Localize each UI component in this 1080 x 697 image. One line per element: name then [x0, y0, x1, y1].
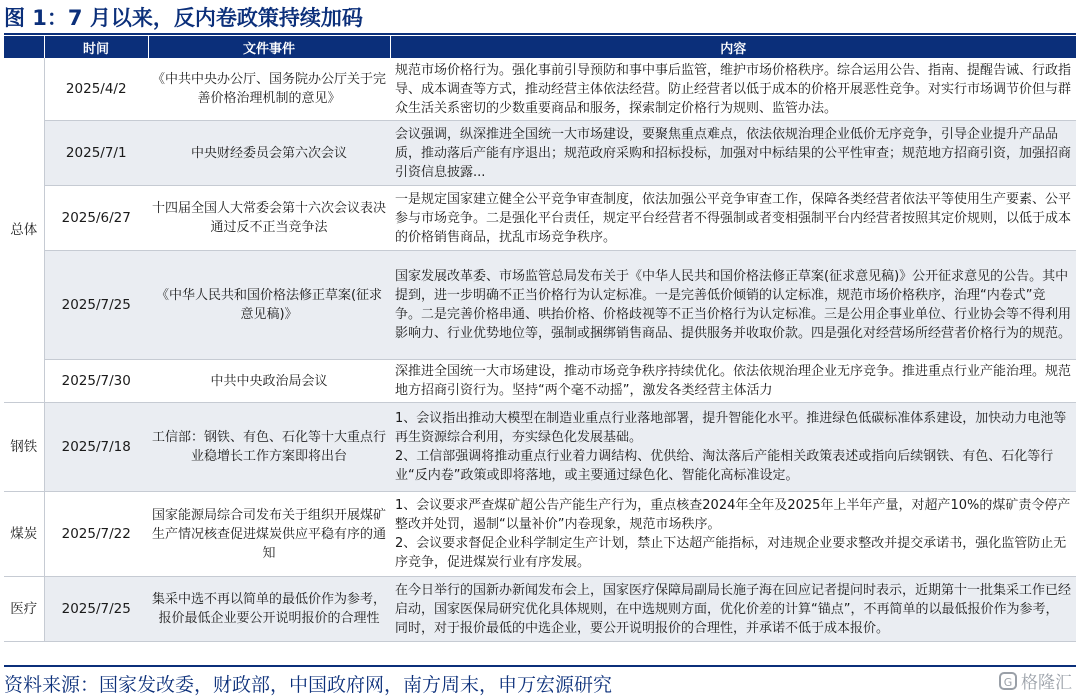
- row-document: 《中华人民共和国价格法修正草案(征求意见稿)》: [148, 251, 390, 360]
- row-document: 国家能源局综合司发布关于组织开展煤矿生产情况核查促进煤炭供应平稳有序的通知: [148, 492, 390, 577]
- header-content: 内容: [390, 36, 1076, 58]
- row-date: 2025/7/25: [44, 577, 148, 642]
- row-document: 十四届全国人大常委会第十六次会议表决通过反不正当竞争法: [148, 186, 390, 251]
- category-medical: 医疗: [4, 577, 44, 642]
- category-overall: 总体: [4, 58, 44, 403]
- watermark-text: 格隆汇: [1021, 673, 1072, 693]
- category-coal: 煤炭: [4, 492, 44, 577]
- table-header-row: [4, 36, 1076, 58]
- category-steel: 钢铁: [4, 403, 44, 492]
- row-date: 2025/7/30: [44, 360, 148, 403]
- table-row: [4, 186, 1076, 251]
- table-row: [4, 577, 1076, 642]
- row-date: 2025/7/22: [44, 492, 148, 577]
- watermark-logo-icon: G: [999, 672, 1017, 690]
- row-content: [390, 492, 1076, 577]
- row-content: 规范市场价格行为。强化事前引导预防和事中事后监管，维护市场价格秩序。综合运用公告、指南、提醒告诫、行政指导、成本调查等方式，推动经营主体依法经营。防止经营者以低于成本的价格开展恶性竞争。对实行市场调节价但与群众生活关系密切的少数重要商品和服务，探索制定价格行为规则、监管办法。: [390, 58, 1076, 121]
- header-date: 时间: [44, 36, 148, 58]
- row-document: 中央财经委员会第六次会议: [148, 121, 390, 186]
- row-document: 工信部：钢铁、有色、石化等十大重点行业稳增长工作方案即将出台: [148, 403, 390, 492]
- header-document: 文件事件: [148, 36, 390, 58]
- content-point-2: 2、工信部强调将推动重点行业着力调结构、优供给、淘汰落后产能相关政策表述或指向后续钢铁、有色、石化等行业“反内卷”政策或即将落地，或主要通过绿色化、智能化高标准设定。: [395, 449, 1054, 483]
- row-document: 集采中选不再以简单的最低价作为参考，报价最低企业要公开说明报价的合理性: [148, 577, 390, 642]
- policy-table: [4, 36, 1076, 642]
- content-point-2: 2、会议要求督促企业科学制定生产计划，禁止下达超产能指标，对违规企业要求整改并提交承诺书，强化监管防止无序竞争，促进煤炭行业有序发展。: [395, 536, 1067, 570]
- row-date: 2025/6/27: [44, 186, 148, 251]
- page-title: 图 1：7 月以来，反内卷政策持续加码: [4, 6, 363, 30]
- content-point-1: 1、会议指出推动大模型在制造业重点行业落地部署，提升智能化水平。推进绿色低碳标准体系建设，加快动力电池等再生资源综合利用，夯实绿色化发展基础。: [395, 411, 1067, 445]
- row-date: 2025/7/1: [44, 121, 148, 186]
- row-document: 中共中央政治局会议: [148, 360, 390, 403]
- row-document: 《中共中央办公厅、国务院办公厅关于完善价格治理机制的意见》: [148, 58, 390, 121]
- source-note: 资料来源：国家发改委，财政部，中国政府网，南方周末，申万宏源研究: [4, 674, 613, 696]
- row-date: 2025/7/18: [44, 403, 148, 492]
- table-row: [4, 251, 1076, 360]
- table-row: [4, 360, 1076, 403]
- footer-divider: [4, 665, 1076, 667]
- row-content: [390, 403, 1076, 492]
- table-row: [4, 403, 1076, 492]
- header-category: [4, 36, 44, 58]
- row-date: 2025/7/25: [44, 251, 148, 360]
- row-content: 在今日举行的国新办新闻发布会上，国家医疗保障局副局长施子海在回应记者提问时表示，近期第十一批集采工作已经启动，国家医保局研究优化具体规则，在中选规则方面，优化价差的计算“锚点”，不再简单的以最低报价作为参考，同时，对于报价最低的中选企业，要公开说明报价的合理性，并承诺不低于成本报价。: [390, 577, 1076, 642]
- table-row: [4, 121, 1076, 186]
- table-row: [4, 492, 1076, 577]
- row-content: 一是规定国家建立健全公平竞争审查制度，依法加强公平竞争审查工作，保障各类经营者依法平等使用生产要素、公平参与市场竞争。二是强化平台责任，规定平台经营者不得强制或者变相强制平台内经营者按照其定价规则，以低于成本的价格销售商品，扰乱市场竞争秩序。: [390, 186, 1076, 251]
- table-row: [4, 58, 1076, 121]
- row-content: 会议强调，纵深推进全国统一大市场建设，要聚焦重点难点，依法依规治理企业低价无序竞争，引导企业提升产品品质，推动落后产能有序退出；规范政府采购和招标投标，加强对中标结果的公平性审查；规范地方招商引资，加强招商引资信息披露...: [390, 121, 1076, 186]
- row-content: 国家发展改革委、市场监管总局发布关于《中华人民共和国价格法修正草案(征求意见稿)》公开征求意见的公告。其中提到，进一步明确不正当价格行为认定标准。一是完善低价倾销的认定标准，规范市场价格秩序，治理“内卷式”竞争。二是完善价格串通、哄抬价格、价格歧视等不正当价格行为认定标准。三是公用企事业单位、行业协会等不得利用影响力、行业优势地位等，强制或捆绑销售商品、提供服务并收取价款。四是强化对经营场所经营者价格行为的规范。: [390, 251, 1076, 360]
- row-date: 2025/4/2: [44, 58, 148, 121]
- title-divider: [4, 33, 1076, 35]
- watermark: [999, 668, 1072, 693]
- row-content: 深推进全国统一大市场建设，推动市场竞争秩序持续优化。依法依规治理企业无序竞争。推进重点行业产能治理。规范地方招商引资行为。坚持“两个毫不动摇”，激发各类经营主体活力: [390, 360, 1076, 403]
- content-point-1: 1、会议要求严查煤矿超公告产能生产行为，重点核查2024年全年及2025年上半年产量，对超产10%的煤矿责令停产整改并处罚，遏制“以量补价”内卷现象，规范市场秩序。: [395, 498, 1071, 532]
